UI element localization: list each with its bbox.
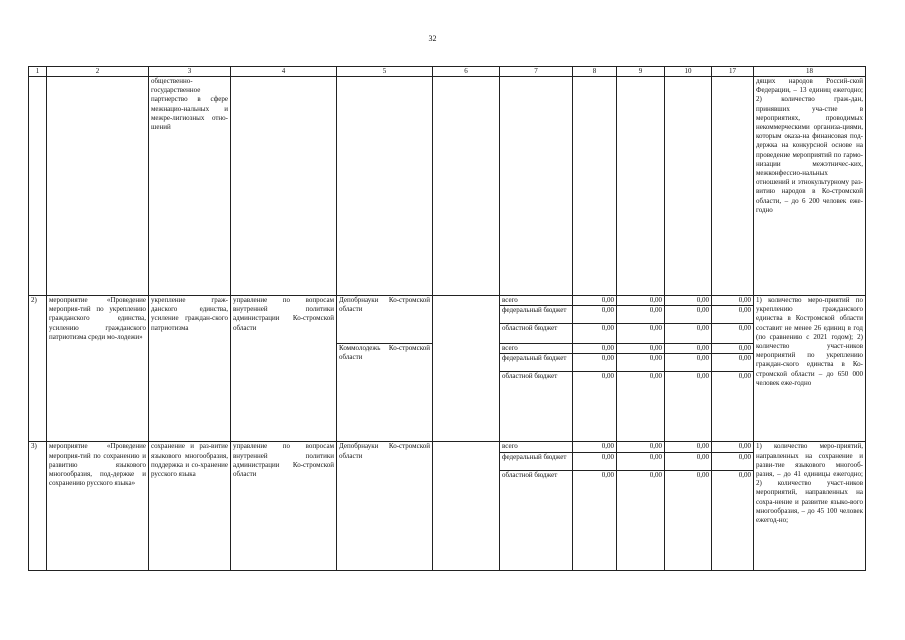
value-cell: 0,00	[617, 470, 665, 570]
value-cell: 0,00	[617, 306, 665, 324]
column-number-row	[29, 67, 866, 77]
value-cell: 0,00	[573, 442, 617, 452]
value-cell: 0,00	[617, 442, 665, 452]
row-number: 3)	[29, 442, 47, 570]
funding-source: всего	[500, 296, 573, 306]
col-header: 5	[337, 67, 433, 77]
table-row	[29, 77, 866, 296]
col-header: 6	[433, 67, 500, 77]
value-cell: 0,00	[617, 296, 665, 306]
funding-source: федеральный бюджет	[500, 306, 573, 324]
value-cell: 0,00	[573, 296, 617, 306]
value-cell: 0,00	[712, 442, 754, 452]
task-text: общественно-государственное партнерство в сфере межнацио-нальных и межре-лигиозных отно-шений	[149, 77, 231, 296]
col-header: 10	[665, 67, 712, 77]
task-text: сохранение и раз-витие языкового многообразия, поддержка и со-хранение русского языка	[149, 442, 231, 570]
value-cell: 0,00	[573, 354, 617, 372]
value-cell: 0,00	[665, 344, 712, 354]
indicator-text: 1) количество меро-приятий по укреплению гражданского единства в Костромской области составит не менее 26 единиц в год (по сравнению с 2021 годом); 2) количество участ-ников мероприятий по укреплению граждан-ского единства в Ко-стромской области – до 650 000 человек еже-годно	[754, 296, 866, 442]
funding-source: областной бюджет	[500, 372, 573, 442]
executor-text: Коммолодежь Ко-стромской области	[337, 344, 433, 442]
value-cell: 0,00	[665, 296, 712, 306]
value-cell: 0,00	[573, 306, 617, 324]
value-cell: 0,00	[712, 372, 754, 442]
value-cell: 0,00	[665, 324, 712, 344]
value-cell: 0,00	[573, 470, 617, 570]
event-text: мероприятие «Проведение мероприя-тий по сохранению и развитию языкового многообразия, под-держке и сохранению русского языка»	[47, 442, 149, 570]
executor-text: Депобрнауки Ко-стромской области	[337, 296, 433, 344]
value-cell: 0,00	[712, 452, 754, 470]
value-cell: 0,00	[573, 372, 617, 442]
value-cell: 0,00	[617, 344, 665, 354]
value-cell: 0,00	[573, 344, 617, 354]
value-cell: 0,00	[665, 470, 712, 570]
funding-source: областной бюджет	[500, 324, 573, 344]
value-cell: 0,00	[665, 372, 712, 442]
col-header: 2	[47, 67, 149, 77]
value-cell: 0,00	[665, 442, 712, 452]
program-table	[28, 66, 866, 571]
value-cell: 0,00	[712, 344, 754, 354]
value-cell: 0,00	[712, 306, 754, 324]
col-header: 3	[149, 67, 231, 77]
task-text: укрепление граж-данского единства, усиление граждан-ского патриотизма	[149, 296, 231, 442]
value-cell: 0,00	[617, 452, 665, 470]
value-cell: 0,00	[712, 470, 754, 570]
executor-text: Депобрнауки Ко-стромской области	[337, 442, 433, 570]
responsible-text: управление по вопросам внутренней политики администрации Ко-стромской области	[231, 296, 337, 442]
col-header: 9	[617, 67, 665, 77]
event-text: мероприятие «Проведение мероприя-тий по укреплению гражданского единства, усилению гражданского патриотизма среди мо-лодежи»	[47, 296, 149, 442]
value-cell: 0,00	[573, 324, 617, 344]
value-cell: 0,00	[665, 354, 712, 372]
value-cell: 0,00	[617, 324, 665, 344]
col-header: 1	[29, 67, 47, 77]
page-number: 32	[428, 34, 437, 43]
col-header: 17	[712, 67, 754, 77]
table-row	[29, 296, 866, 306]
indicator-text: 1) количество меро-приятий, направленных на сохранение и разви-тие языкового многооб-разия, – до 41 единицы ежегодно; 2) количество участ-ников мероприятий, направленных на сохра-нение и развитие языко-вого многообразия, – до 45 100 человек ежегод-но;	[754, 442, 866, 570]
indicator-text: дящих народов Россий-ской Федерации, – 13 единиц ежегодно; 2) количество граж-дан, принявших уча-стие в мероприятиях, проводимых некоммерческими организа-циями, которым оказа-на финансовая под-держка на конкурсной основе на проведение мероприятий по гармо-низации межэтничес-ких, межконфессио-нальных отношений и этнокультурному раз-витию народов в Ко-стромской области, – до 6 200 человек еже-годно	[754, 77, 866, 296]
col-header: 7	[500, 67, 573, 77]
value-cell: 0,00	[617, 354, 665, 372]
col-header: 4	[231, 67, 337, 77]
value-cell: 0,00	[617, 372, 665, 442]
responsible-text: управление по вопросам внутренней политики администрации Ко-стромской области	[231, 442, 337, 570]
value-cell: 0,00	[573, 452, 617, 470]
row-number: 2)	[29, 296, 47, 442]
funding-source: федеральный бюджет	[500, 354, 573, 372]
table-row	[29, 442, 866, 452]
funding-source: всего	[500, 344, 573, 354]
value-cell: 0,00	[712, 296, 754, 306]
value-cell: 0,00	[665, 452, 712, 470]
col-header: 18	[754, 67, 866, 77]
funding-source: всего	[500, 442, 573, 452]
funding-source: областной бюджет	[500, 470, 573, 570]
funding-source: федеральный бюджет	[500, 452, 573, 470]
value-cell: 0,00	[665, 306, 712, 324]
value-cell: 0,00	[712, 354, 754, 372]
col-header: 8	[573, 67, 617, 77]
value-cell: 0,00	[712, 324, 754, 344]
